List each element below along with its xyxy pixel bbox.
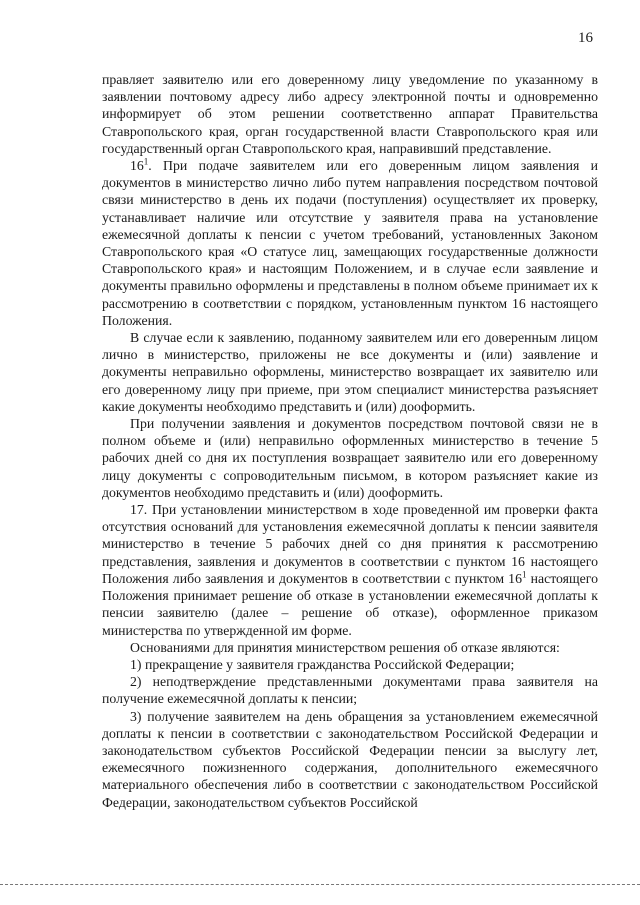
page-number: 16 bbox=[578, 30, 593, 46]
list-item-1: 1) прекращение у заявителя гражданства Российской Федерации; bbox=[130, 656, 515, 672]
paragraph-continuation: правляет заявителю или его доверенному лицу уведомление по указанному в заявлении почтовому адресу либо адресу электронной почты и одновременно информирует об этом решении соответственно аппарат Правительства Ставропольского края, орган государственной власти Ставропольского края или государственный орган Ставропольского края, направивший представление. bbox=[102, 72, 598, 156]
list-item-3: 3) получение заявителем на день обращения за установлением ежемесячной доплаты к пенсии в соответствии с законодательством Российской Федерации и законодательством субъектов Российской Федерации пенсии за выслугу лет, ежемесячного пожизненного содержания, дополнительного ежемесячного материального обеспечения либо в соответствии с законодательством Российской Федерации, законодательством субъектов Российской bbox=[102, 708, 598, 810]
list-item-2: 2) неподтверждение представленными документами права заявителя на получение ежемесячной доплаты к пенсии; bbox=[102, 674, 598, 707]
paragraph-17 bbox=[102, 501, 598, 639]
paragraph-postal-submission: При получении заявления и документов посредством почтовой связи не в полном объеме и (или) неправильно оформленных министерство в течение 5 рабочих дней со дня их поступления возвращает заявителю или его доверенному лицу документы с сопроводительным письмом, в котором разъясняет какие из документов необходимо представить и (или) дооформить. bbox=[102, 416, 598, 500]
clause-number: 16 bbox=[130, 158, 144, 174]
paragraph-text: . При подаче заявителем или его доверенным лицом заявления и документов в министерство лично либо путем направления посредством почтовой связи министерство в день их подачи (поступления) осуществляет их проверку, устанавливает наличие или отсутствие у заявителя права на установление ежемесячной доплаты к пенсии с учетом требований, установленных Законом Ставропольского края «О статусе лиц, замещающих государственные должности Ставропольского края» и настоящим Положением, и в случае если заявление и документы правильно оформлены и представлены в полном объеме принимает их к рассмотрению в соответствии с порядком, установленным пунктом 16 настоящего Положения. bbox=[102, 158, 598, 328]
document-body bbox=[102, 71, 598, 811]
scan-artifact-line bbox=[0, 884, 640, 885]
superscript: 1 bbox=[143, 156, 149, 167]
paragraph-text: 17. При установлении министерством в ходе проведенной им проверки факта отсутствия оснований для установления ежемесячной доплаты к пенсии заявителя министерство в течение 5 рабочих дней со дня принятия к рассмотрению представления, заявления и документов в соответствии с пунктом 16 настоящего Положения либо заявления и документов в соответствии с пунктом 16 bbox=[102, 502, 598, 586]
superscript: 1 bbox=[521, 569, 527, 580]
paragraph-16-1 bbox=[102, 157, 598, 329]
paragraph-grounds-heading: Основаниями для принятия министерством решения об отказе являются: bbox=[130, 639, 560, 655]
paragraph-personal-submission: В случае если к заявлению, поданному заявителем или его доверенным лицом лично в министерство, приложены не все документы и (или) заявление и документы неправильно оформлены, министерство возвращает их заявителю или его доверенному лицу при приеме, при этом специалист министерства разъясняет какие документы необходимо представить и (или) дооформить. bbox=[102, 330, 598, 414]
paragraph-text: настоящего Положения принимает решение об отказе в установлении ежемесячной доплаты к пенсии заявителю (далее – решение об отказе), оформленное приказом министерства по утвержденной им форме. bbox=[102, 570, 598, 638]
